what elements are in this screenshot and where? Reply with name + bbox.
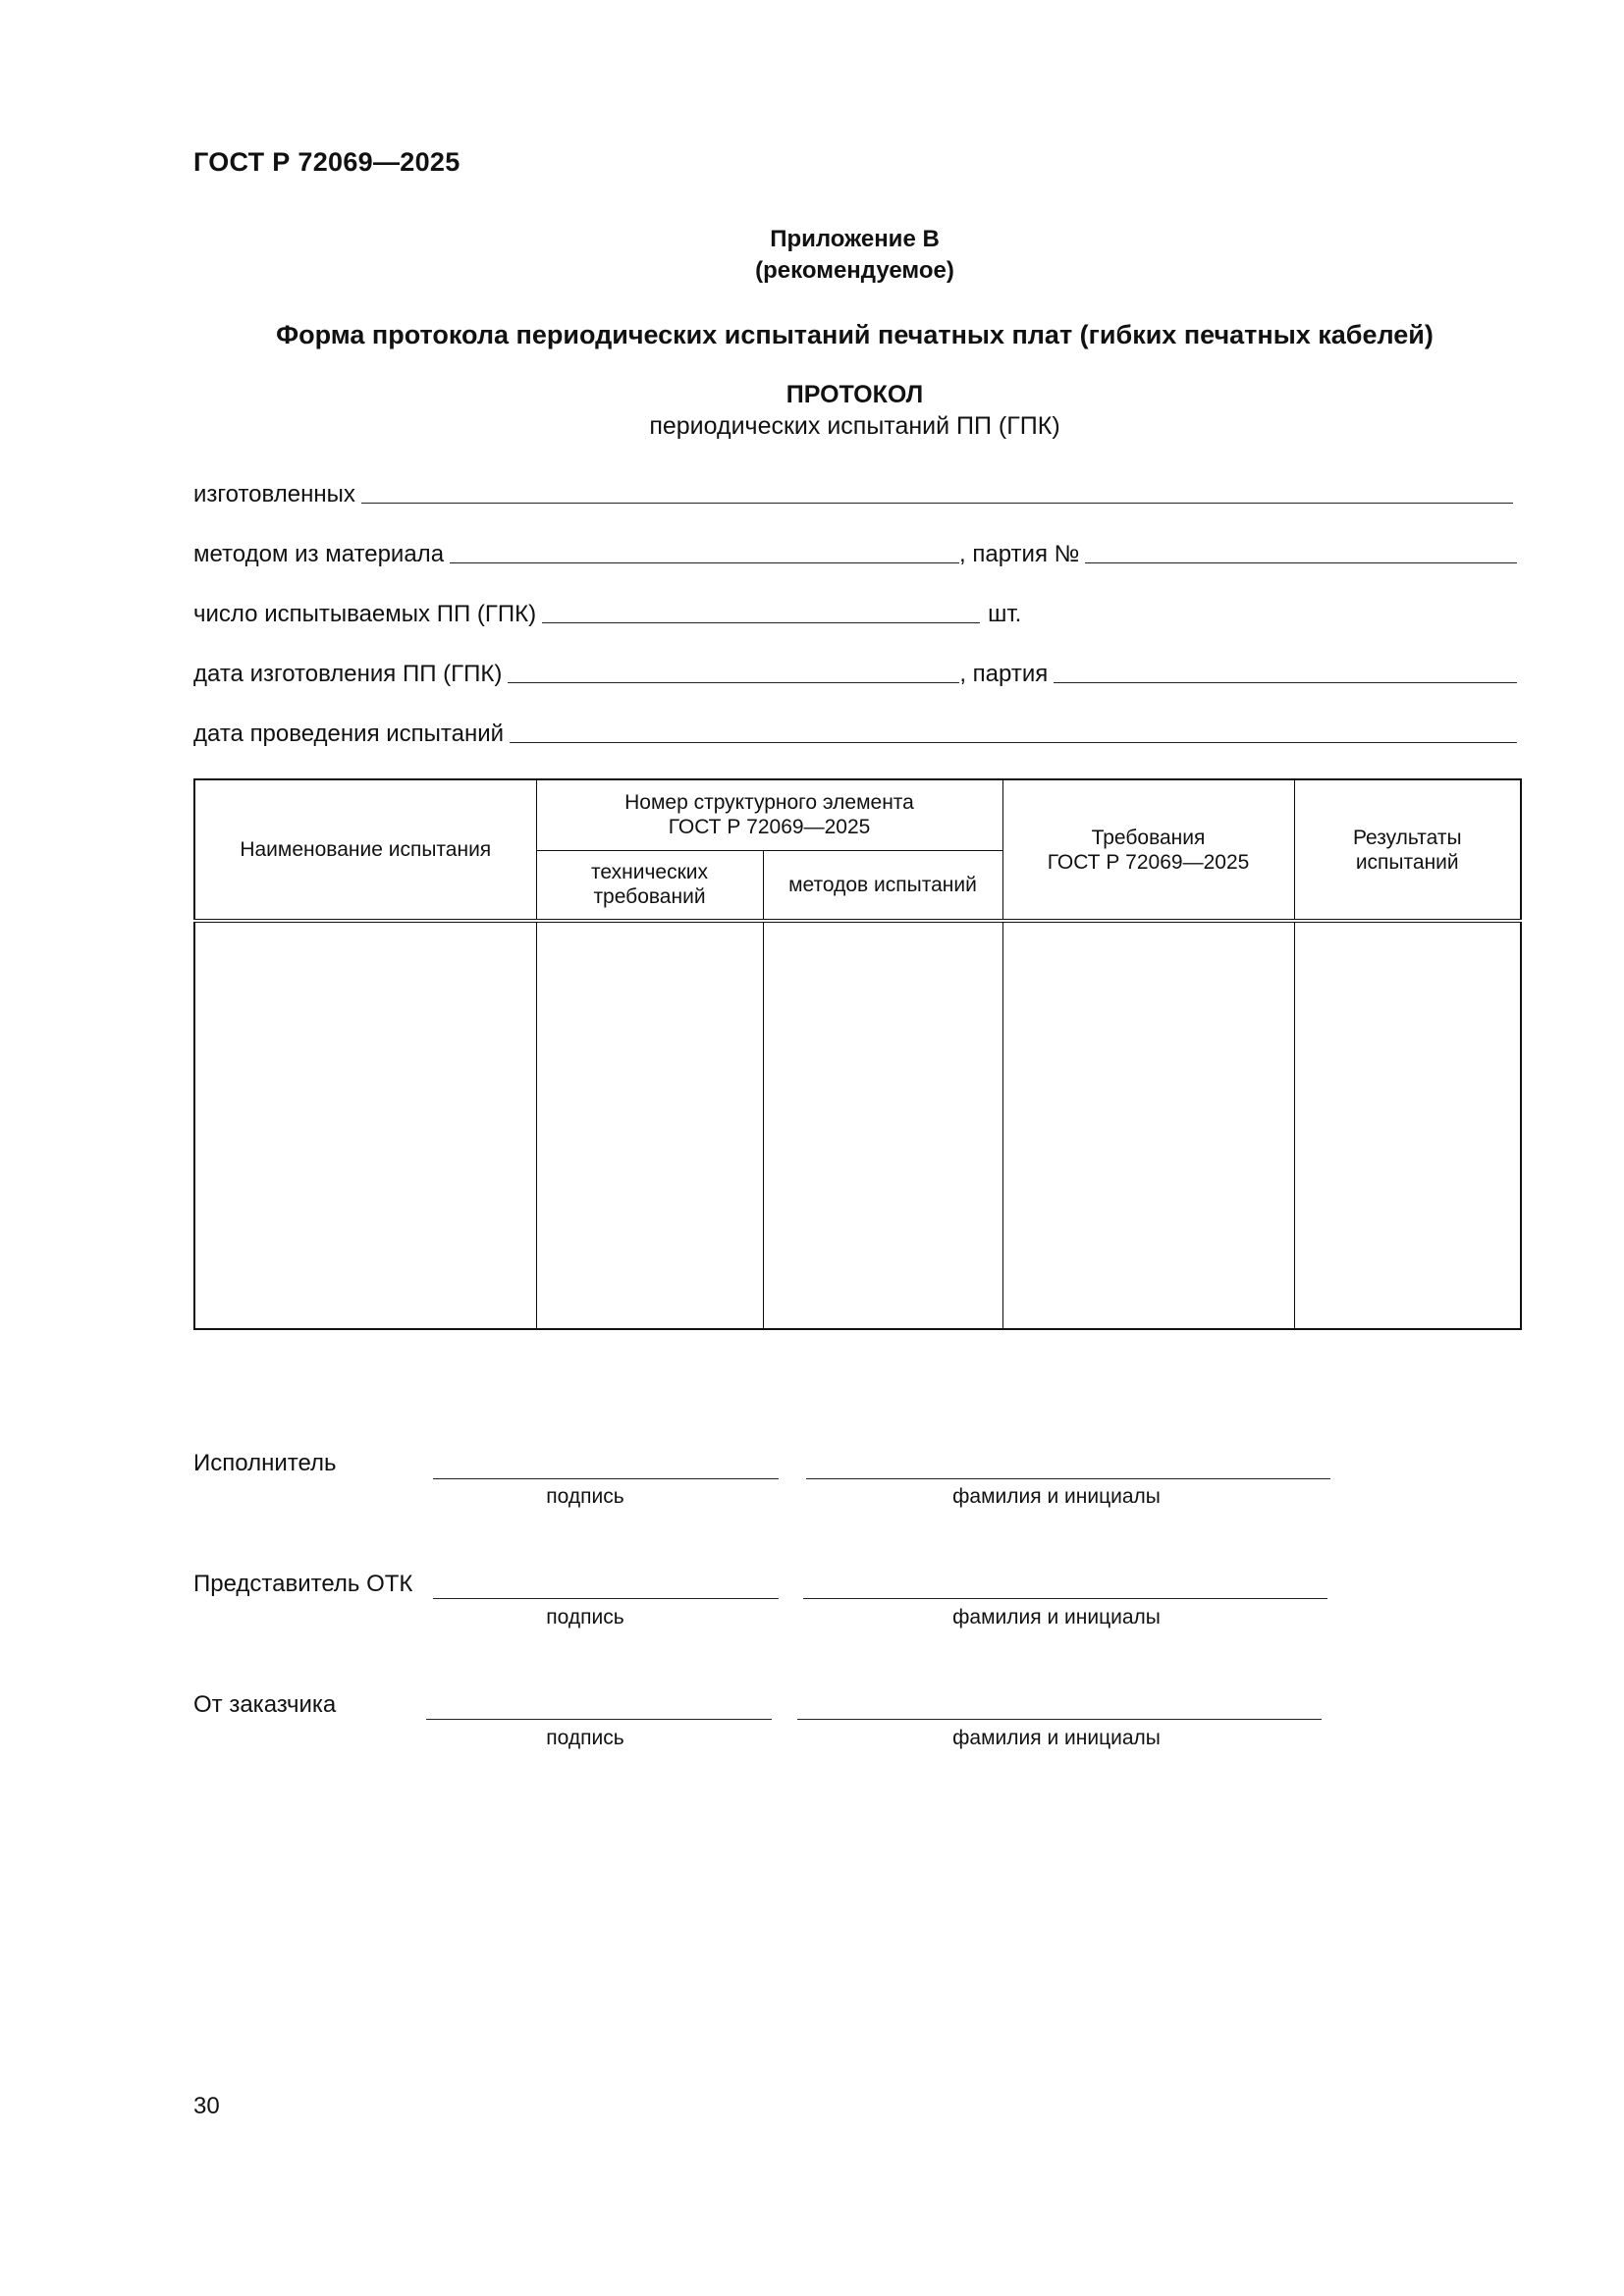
field-row-test-date	[193, 715, 1519, 748]
signature-caption: подпись	[546, 1485, 624, 1508]
appendix-status: (рекомендуемое)	[755, 257, 954, 284]
signature-caption: подпись	[546, 1727, 624, 1749]
signature-caption: подпись	[546, 1606, 624, 1629]
test-date-label: дата проведения испытаний	[193, 721, 505, 747]
cell-technical-requirements[interactable]	[536, 921, 763, 1329]
protocol-subtitle: периодических испытаний ПП (ГПК)	[649, 412, 1060, 440]
count-unit: шт.	[988, 601, 1022, 627]
batch-no-blank[interactable]	[1085, 537, 1517, 563]
method-blank[interactable]	[450, 537, 959, 563]
name-caption: фамилия и инициалы	[952, 1606, 1161, 1629]
name-caption: фамилия и инициалы	[952, 1485, 1161, 1508]
protocol-title: ПРОТОКОЛ	[785, 381, 924, 408]
field-row-manufacture-date	[193, 655, 1519, 688]
col-header-test-name: Наименование испытания	[194, 779, 536, 921]
signature-line-qc[interactable]	[433, 1598, 779, 1599]
cell-results[interactable]	[1294, 921, 1521, 1329]
batch-no-label: , партия №	[959, 541, 1080, 567]
signature-role-customer: От заказчика	[193, 1691, 337, 1718]
col-header-structural-element: Номер структурного элемента ГОСТ Р 72069—2025	[536, 779, 1002, 850]
col-header-requirements: Требования ГОСТ Р 72069—2025	[1002, 779, 1294, 921]
field-row-count	[193, 595, 1519, 628]
manufacture-date-blank[interactable]	[508, 657, 959, 683]
batch-label: , партия	[959, 661, 1049, 687]
name-caption: фамилия и инициалы	[952, 1727, 1161, 1749]
cell-test-methods[interactable]	[763, 921, 1002, 1329]
field-row-method	[193, 535, 1519, 568]
test-date-blank[interactable]	[510, 717, 1517, 743]
name-line-qc[interactable]	[803, 1598, 1327, 1599]
manufactured-blank[interactable]	[361, 477, 1513, 504]
signature-role-qc: Представитель ОТК	[193, 1571, 413, 1597]
count-blank[interactable]	[542, 597, 980, 623]
name-line-executor[interactable]	[806, 1478, 1330, 1479]
col-header-results: Результаты испытаний	[1294, 779, 1521, 921]
standard-code: ГОСТ Р 72069—2025	[193, 147, 460, 177]
name-line-customer[interactable]	[797, 1719, 1322, 1720]
subheader-test-methods: методов испытаний	[763, 850, 1002, 921]
manufacture-date-label: дата изготовления ПП (ГПК)	[193, 661, 503, 687]
cell-requirements[interactable]	[1002, 921, 1294, 1329]
signature-role-executor: Исполнитель	[193, 1450, 337, 1476]
page-number: 30	[193, 2093, 220, 2119]
appendix-title: Приложение В	[770, 226, 940, 252]
count-label: число испытываемых ПП (ГПК)	[193, 601, 537, 627]
signature-line-customer[interactable]	[426, 1719, 772, 1720]
manufactured-label: изготовленных	[193, 481, 355, 507]
batch-blank[interactable]	[1054, 657, 1517, 683]
field-row-manufactured	[193, 475, 1519, 508]
table-row	[194, 921, 1521, 1329]
cell-test-name[interactable]	[194, 921, 536, 1329]
signature-line-executor[interactable]	[433, 1478, 779, 1479]
method-label: методом из материала	[193, 541, 445, 567]
form-title: Форма протокола периодических испытаний печатных плат (гибких печатных кабелей)	[276, 320, 1434, 349]
subheader-technical-requirements: технических требований	[536, 850, 763, 921]
protocol-table	[193, 778, 1522, 1330]
